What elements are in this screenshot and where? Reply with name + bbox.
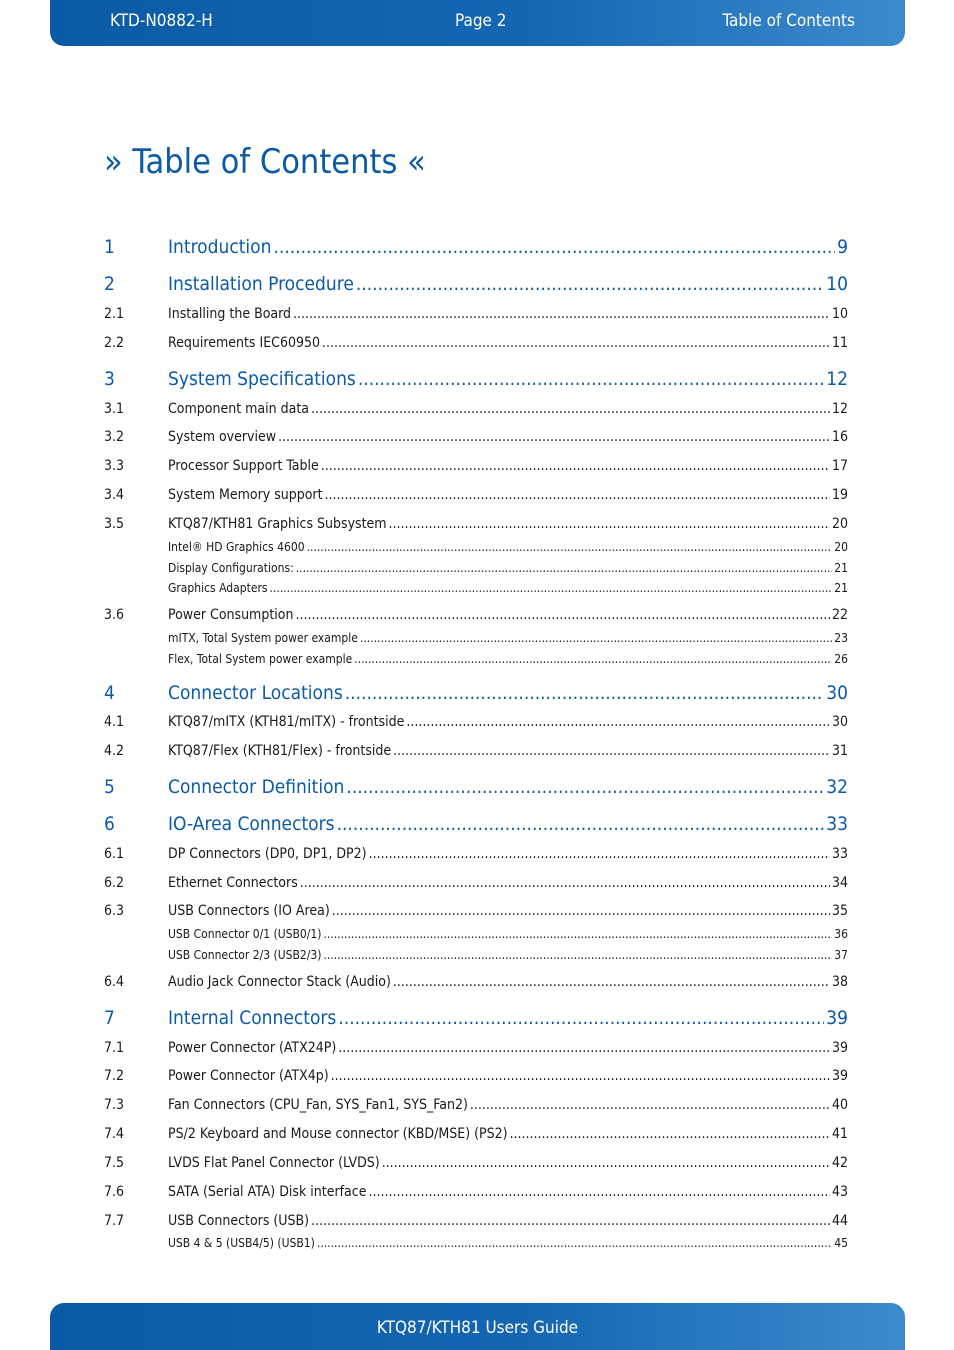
toc-entry-page: 43 <box>831 1184 848 1200</box>
toc-entry-title: USB Connectors (USB) <box>168 1213 310 1229</box>
toc-dot-leader <box>338 1007 824 1029</box>
toc-dot-leader <box>368 1184 830 1200</box>
toc-entry[interactable] <box>104 1155 848 1175</box>
toc-entry-page: 10 <box>831 306 848 322</box>
toc-entry[interactable] <box>104 903 848 923</box>
toc-entry[interactable] <box>104 776 848 802</box>
toc-entry-page: 34 <box>831 875 848 891</box>
toc-entry-page: 42 <box>831 1155 848 1171</box>
toc-entry-page: 12 <box>831 401 848 417</box>
toc-entry-page: 10 <box>826 273 848 295</box>
toc-entry-page: 32 <box>826 776 848 798</box>
toc-entry-title: SATA (Serial ATA) Disk interface <box>168 1184 367 1200</box>
toc-entry[interactable] <box>104 1097 848 1117</box>
toc-entry-number: 1 <box>104 236 115 258</box>
toc-entry-page: 39 <box>831 1040 848 1056</box>
toc-entry-page: 21 <box>834 561 848 575</box>
toc-entry-title: USB Connector 2/3 (USB2/3) <box>168 948 322 962</box>
toc-dot-leader <box>296 561 833 575</box>
toc-entry[interactable] <box>104 1126 848 1146</box>
toc-entry-page: 36 <box>834 927 848 941</box>
toc-entry-page: 21 <box>834 581 848 595</box>
toc-entry[interactable] <box>104 458 848 478</box>
toc-entry-title: Ethernet Connectors <box>168 875 298 891</box>
toc-dot-leader <box>354 652 832 666</box>
toc-entry-number: 6 <box>104 813 115 835</box>
toc-entry[interactable] <box>104 1007 848 1033</box>
toc-entry-page: 11 <box>831 335 848 351</box>
toc-entry-number: 7.2 <box>104 1068 125 1084</box>
toc-entry[interactable] <box>104 236 848 262</box>
toc-entry-title: KTQ87/KTH81 Graphics Subsystem <box>168 516 387 532</box>
toc-dot-leader <box>270 581 833 595</box>
toc-dot-leader <box>307 540 833 554</box>
toc-entry[interactable] <box>104 516 848 536</box>
toc-entry-title: Intel® HD Graphics 4600 <box>168 540 305 554</box>
toc-dot-leader <box>360 631 832 645</box>
toc-dot-leader <box>325 487 830 503</box>
toc-entry-title: System Specifications <box>168 368 356 390</box>
toc-dot-leader <box>331 1068 830 1084</box>
toc-entry-number: 4.1 <box>104 714 125 730</box>
toc-entry-number: 7.1 <box>104 1040 125 1056</box>
toc-dot-leader <box>332 903 830 919</box>
toc-entry[interactable] <box>104 682 848 708</box>
toc-entry[interactable] <box>104 401 848 421</box>
toc-entry[interactable] <box>104 540 848 556</box>
toc-entry-number: 6.2 <box>104 875 125 891</box>
toc-dot-leader <box>346 776 824 798</box>
toc-entry-number: 2 <box>104 273 115 295</box>
toc-entry[interactable] <box>104 487 848 507</box>
document-id: KTD-N0882-H <box>110 11 213 31</box>
toc-entry-number: 7.7 <box>104 1213 125 1229</box>
toc-entry-title: Installing the Board <box>168 306 292 322</box>
toc-entry[interactable] <box>104 368 848 394</box>
toc-entry-page: 16 <box>831 429 848 445</box>
toc-dot-leader <box>470 1097 830 1113</box>
toc-entry-number: 7.3 <box>104 1097 125 1113</box>
toc-entry-title: System Memory support <box>168 487 323 503</box>
page-title: » Table of Contents « <box>104 142 426 182</box>
toc-entry-number: 7 <box>104 1007 115 1029</box>
toc-entry[interactable] <box>104 813 848 839</box>
toc-entry[interactable] <box>104 429 848 449</box>
toc-entry-title: USB Connectors (IO Area) <box>168 903 330 919</box>
page-number: Page 2 <box>455 11 507 31</box>
toc-entry-title: Power Connector (ATX4p) <box>168 1068 329 1084</box>
toc-entry-title: System overview <box>168 429 277 445</box>
footer-label: KTQ87/KTH81 Users Guide <box>376 1318 579 1338</box>
toc-dot-leader <box>273 236 835 258</box>
toc-entry[interactable] <box>104 714 848 734</box>
toc-entry-title: Installation Procedure <box>168 273 354 295</box>
toc-entry-page: 20 <box>834 540 848 554</box>
toc-entry[interactable] <box>104 652 848 668</box>
toc-dot-leader <box>295 607 830 623</box>
toc-entry-title: Fan Connectors (CPU_Fan, SYS_Fan1, SYS_Fan2) <box>168 1097 468 1113</box>
toc-entry-title: KTQ87/mITX (KTH81/mITX) - frontside <box>168 714 405 730</box>
toc-dot-leader <box>393 743 830 759</box>
toc-entry-page: 33 <box>831 846 848 862</box>
toc-entry-title: IO-Area Connectors <box>168 813 335 835</box>
toc-entry-page: 30 <box>826 682 848 704</box>
toc-entry[interactable] <box>104 306 848 326</box>
toc-entry-number: 6.4 <box>104 974 125 990</box>
toc-entry-title: Connector Definition <box>168 776 345 798</box>
toc-dot-leader <box>393 974 830 990</box>
toc-entry-title: Flex, Total System power example <box>168 652 353 666</box>
toc-entry-page: 30 <box>831 714 848 730</box>
toc-dot-leader <box>358 368 824 390</box>
toc-entry-number: 7.5 <box>104 1155 125 1171</box>
toc-entry[interactable] <box>104 948 848 964</box>
toc-entry-title: DP Connectors (DP0, DP1, DP2) <box>168 846 367 862</box>
toc-dot-leader <box>510 1126 830 1142</box>
toc-entry-title: PS/2 Keyboard and Mouse connector (KBD/MSE) (PS2) <box>168 1126 508 1142</box>
toc-dot-leader <box>311 1213 830 1229</box>
toc-entry-page: 39 <box>831 1068 848 1084</box>
toc-entry-page: 23 <box>834 631 848 645</box>
toc-entry-page: 20 <box>831 516 848 532</box>
toc-entry-title: Processor Support Table <box>168 458 319 474</box>
toc-dot-leader <box>293 306 830 322</box>
toc-entry-title: mITX, Total System power example <box>168 631 358 645</box>
toc-entry-number: 3.4 <box>104 487 125 503</box>
toc-dot-leader <box>382 1155 830 1171</box>
toc-entry-number: 7.6 <box>104 1184 125 1200</box>
toc-entry-page: 22 <box>831 607 848 623</box>
toc-entry-page: 44 <box>831 1213 848 1229</box>
toc-entry[interactable] <box>104 273 848 299</box>
toc-dot-leader <box>345 682 825 704</box>
toc-entry-number: 3.1 <box>104 401 125 417</box>
toc-entry[interactable] <box>104 875 848 895</box>
toc-entry[interactable] <box>104 1040 848 1060</box>
toc-dot-leader <box>278 429 830 445</box>
toc-entry-page: 12 <box>826 368 848 390</box>
toc-dot-leader <box>317 1236 832 1250</box>
toc-entry-title: Connector Locations <box>168 682 343 704</box>
toc-dot-leader <box>356 273 824 295</box>
toc-entry-title: Power Consumption <box>168 607 294 623</box>
toc-dot-leader <box>337 813 825 835</box>
header-section-title: Table of Contents <box>722 11 855 31</box>
toc-entry-page: 33 <box>826 813 848 835</box>
toc-entry-number: 3 <box>104 368 115 390</box>
toc-entry[interactable] <box>104 335 848 355</box>
toc-entry[interactable] <box>104 927 848 943</box>
toc-entry-page: 19 <box>831 487 848 503</box>
toc-entry-title: Requirements IEC60950 <box>168 335 321 351</box>
toc-entry[interactable] <box>104 561 848 577</box>
page-footer <box>50 1303 905 1350</box>
toc-entry[interactable] <box>104 743 848 763</box>
toc-entry-title: USB Connector 0/1 (USB0/1) <box>168 927 322 941</box>
toc-entry-number: 3.3 <box>104 458 125 474</box>
toc-entry-page: 17 <box>831 458 848 474</box>
toc-entry-page: 40 <box>831 1097 848 1113</box>
toc-entry-title: Audio Jack Connector Stack (Audio) <box>168 974 391 990</box>
toc-entry-page: 35 <box>831 903 848 919</box>
toc-entry[interactable] <box>104 631 848 647</box>
toc-entry-number: 6.3 <box>104 903 125 919</box>
toc-dot-leader <box>406 714 830 730</box>
toc-entry-title: Component main data <box>168 401 309 417</box>
toc-entry-number: 3.6 <box>104 607 125 623</box>
toc-dot-leader <box>321 458 830 474</box>
toc-entry-page: 45 <box>834 1236 848 1250</box>
toc-entry-title: Internal Connectors <box>168 1007 337 1029</box>
toc-entry-number: 7.4 <box>104 1126 125 1142</box>
toc-entry-title: USB 4 & 5 (USB4/5) (USB1) <box>168 1236 315 1250</box>
toc-entry-number: 4.2 <box>104 743 125 759</box>
toc-entry-title: LVDS Flat Panel Connector (LVDS) <box>168 1155 380 1171</box>
toc-dot-leader <box>389 516 830 532</box>
toc-dot-leader <box>323 948 832 962</box>
toc-entry-page: 9 <box>837 236 848 258</box>
toc-dot-leader <box>300 875 830 891</box>
toc-entry-number: 5 <box>104 776 115 798</box>
toc-entry[interactable] <box>104 1213 848 1233</box>
toc-entry[interactable] <box>104 1184 848 1204</box>
toc-entry-page: 26 <box>834 652 848 666</box>
toc-entry[interactable] <box>104 1068 848 1088</box>
toc-entry-number: 3.2 <box>104 429 125 445</box>
toc-entry[interactable] <box>104 974 848 994</box>
toc-entry-title: Graphics Adapters <box>168 581 268 595</box>
toc-entry[interactable] <box>104 607 848 627</box>
toc-entry-number: 6.1 <box>104 846 125 862</box>
toc-entry-page: 41 <box>831 1126 848 1142</box>
toc-entry-title: KTQ87/Flex (KTH81/Flex) - frontside <box>168 743 392 759</box>
toc-entry-page: 39 <box>826 1007 848 1029</box>
toc-entry-number: 3.5 <box>104 516 125 532</box>
toc-dot-leader <box>323 927 832 941</box>
toc-entry-number: 4 <box>104 682 115 704</box>
toc-dot-leader <box>322 335 830 351</box>
toc-entry[interactable] <box>104 846 848 866</box>
toc-entry-number: 2.2 <box>104 335 125 351</box>
toc-dot-leader <box>369 846 830 862</box>
toc-entry-page: 37 <box>834 948 848 962</box>
toc-entry[interactable] <box>104 1236 848 1252</box>
toc-entry-title: Introduction <box>168 236 272 258</box>
toc-entry-page: 38 <box>831 974 848 990</box>
toc-entry-title: Power Connector (ATX24P) <box>168 1040 337 1056</box>
toc-dot-leader <box>338 1040 830 1056</box>
toc-entry-page: 31 <box>831 743 848 759</box>
toc-dot-leader <box>311 401 830 417</box>
toc-entry-title: Display Configurations: <box>168 561 294 575</box>
toc-entry[interactable] <box>104 581 848 597</box>
toc-entry-number: 2.1 <box>104 306 125 322</box>
